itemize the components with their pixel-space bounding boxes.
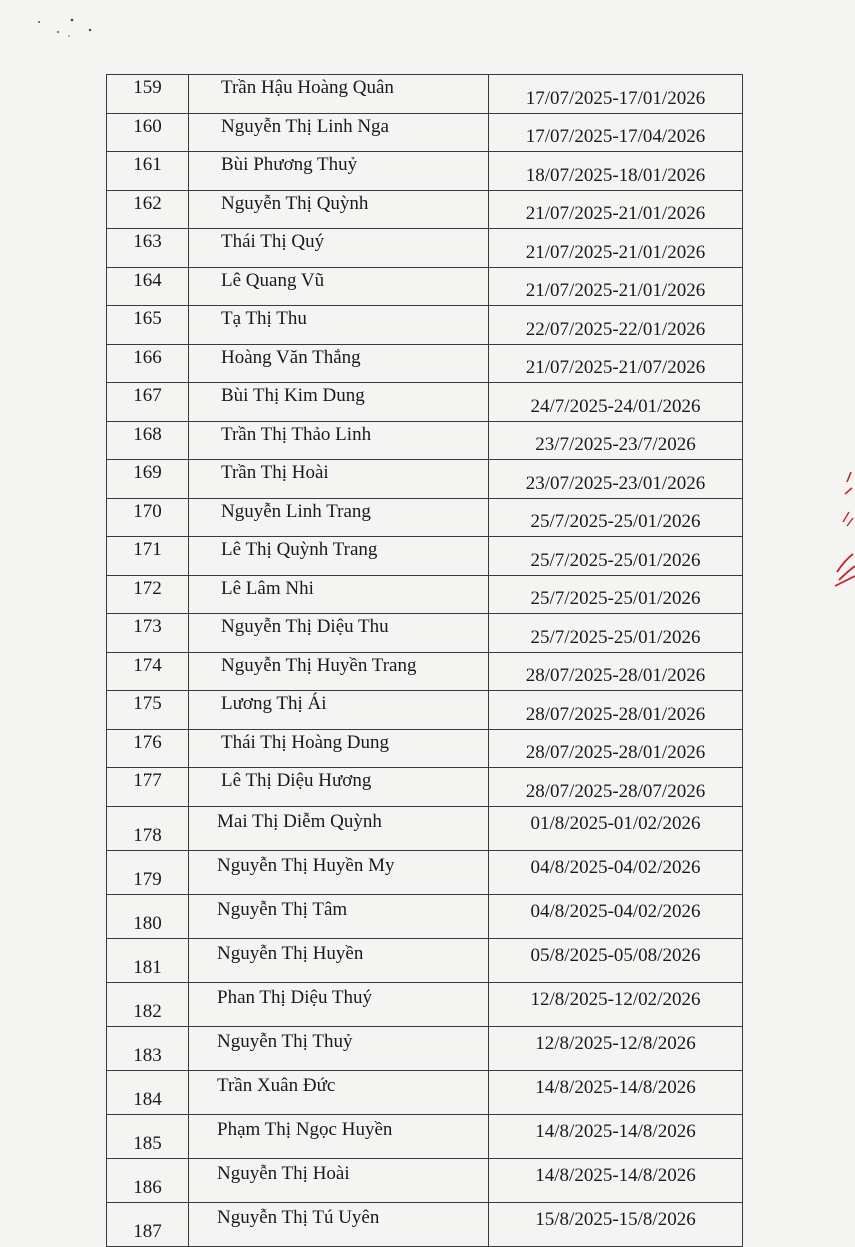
date-range-cell: 28/07/2025-28/01/2026 [489,729,743,768]
row-number-cell: 163 [107,229,189,268]
person-name-cell: Phạm Thị Ngọc Huyền [189,1114,489,1158]
table-row [107,894,743,938]
date-range-cell: 28/07/2025-28/01/2026 [489,652,743,691]
person-name-cell: Tạ Thị Thu [189,306,489,345]
table-row [107,1114,743,1158]
date-range-cell: 18/07/2025-18/01/2026 [489,152,743,191]
table-row [107,1202,743,1246]
row-number-cell: 161 [107,152,189,191]
person-name-cell: Bùi Phương Thuỷ [189,152,489,191]
date-range-cell: 21/07/2025-21/01/2026 [489,229,743,268]
person-name-cell: Trần Thị Hoài [189,460,489,499]
person-name-cell: Nguyễn Thị Huyền Trang [189,652,489,691]
date-range-cell: 25/7/2025-25/01/2026 [489,537,743,576]
row-number-cell: 187 [107,1202,189,1246]
row-number-cell: 173 [107,614,189,653]
table-row [107,460,743,499]
table-row [107,575,743,614]
table-row [107,806,743,850]
table-row [107,652,743,691]
row-number-cell: 169 [107,460,189,499]
person-name-cell: Nguyễn Linh Trang [189,498,489,537]
person-name-cell: Trần Thị Thảo Linh [189,421,489,460]
date-range-cell: 15/8/2025-15/8/2026 [489,1202,743,1246]
table-row [107,113,743,152]
date-range-cell: 28/07/2025-28/07/2026 [489,768,743,807]
table-row [107,498,743,537]
person-name-cell: Lương Thị Ái [189,691,489,730]
row-number-cell: 174 [107,652,189,691]
person-name-cell: Nguyễn Thị Tú Uyên [189,1202,489,1246]
date-range-cell: 23/07/2025-23/01/2026 [489,460,743,499]
date-range-cell: 14/8/2025-14/8/2026 [489,1158,743,1202]
table-row [107,614,743,653]
date-range-cell: 23/7/2025-23/7/2026 [489,421,743,460]
date-range-cell: 21/07/2025-21/07/2026 [489,344,743,383]
date-range-cell: 17/07/2025-17/04/2026 [489,113,743,152]
date-range-cell: 24/7/2025-24/01/2026 [489,383,743,422]
table-row [107,229,743,268]
date-range-cell: 25/7/2025-25/01/2026 [489,498,743,537]
row-number-cell: 165 [107,306,189,345]
person-name-cell: Bùi Thị Kim Dung [189,383,489,422]
table-row [107,383,743,422]
date-range-cell: 21/07/2025-21/01/2026 [489,267,743,306]
table-row [107,1026,743,1070]
person-name-cell: Mai Thị Diễm Quỳnh [189,806,489,850]
scan-speck-marks [36,14,106,44]
table-row [107,1070,743,1114]
date-range-cell: 04/8/2025-04/02/2026 [489,894,743,938]
row-number-cell: 172 [107,575,189,614]
row-number-cell: 185 [107,1114,189,1158]
person-name-cell: Nguyễn Thị Quỳnh [189,190,489,229]
table-row [107,344,743,383]
row-number-cell: 181 [107,938,189,982]
table-row [107,691,743,730]
row-number-cell: 167 [107,383,189,422]
date-range-cell: 17/07/2025-17/01/2026 [489,75,743,114]
row-number-cell: 171 [107,537,189,576]
person-name-cell: Nguyễn Thị Thuỷ [189,1026,489,1070]
row-number-cell: 162 [107,190,189,229]
person-name-cell: Phan Thị Diệu Thuý [189,982,489,1026]
table-row [107,75,743,114]
table-row [107,306,743,345]
row-number-cell: 164 [107,267,189,306]
red-stamp-edge [825,468,855,598]
person-name-cell: Nguyễn Thị Linh Nga [189,113,489,152]
roster-table-body [107,75,743,1247]
table-row [107,537,743,576]
date-range-cell: 14/8/2025-14/8/2026 [489,1070,743,1114]
person-name-cell: Lê Thị Diệu Hương [189,768,489,807]
person-name-cell: Thái Thị Hoàng Dung [189,729,489,768]
person-name-cell: Nguyễn Thị Huyền [189,938,489,982]
person-name-cell: Lê Lâm Nhi [189,575,489,614]
row-number-cell: 180 [107,894,189,938]
row-number-cell: 170 [107,498,189,537]
person-name-cell: Nguyễn Thị Hoài [189,1158,489,1202]
date-range-cell: 01/8/2025-01/02/2026 [489,806,743,850]
person-name-cell: Lê Quang Vũ [189,267,489,306]
date-range-cell: 05/8/2025-05/08/2026 [489,938,743,982]
table-row [107,768,743,807]
row-number-cell: 160 [107,113,189,152]
row-number-cell: 168 [107,421,189,460]
row-number-cell: 175 [107,691,189,730]
row-number-cell: 166 [107,344,189,383]
row-number-cell: 178 [107,806,189,850]
person-name-cell: Nguyễn Thị Diệu Thu [189,614,489,653]
row-number-cell: 184 [107,1070,189,1114]
date-range-cell: 25/7/2025-25/01/2026 [489,614,743,653]
table-row [107,982,743,1026]
table-row [107,152,743,191]
date-range-cell: 25/7/2025-25/01/2026 [489,575,743,614]
person-name-cell: Trần Hậu Hoàng Quân [189,75,489,114]
date-range-cell: 04/8/2025-04/02/2026 [489,850,743,894]
person-name-cell: Lê Thị Quỳnh Trang [189,537,489,576]
date-range-cell: 12/8/2025-12/8/2026 [489,1026,743,1070]
person-name-cell: Hoàng Văn Thắng [189,344,489,383]
date-range-cell: 28/07/2025-28/01/2026 [489,691,743,730]
row-number-cell: 182 [107,982,189,1026]
row-number-cell: 177 [107,768,189,807]
row-number-cell: 159 [107,75,189,114]
table-row [107,729,743,768]
table-row [107,938,743,982]
table-row [107,190,743,229]
row-number-cell: 183 [107,1026,189,1070]
date-range-cell: 12/8/2025-12/02/2026 [489,982,743,1026]
table-row [107,267,743,306]
date-range-cell: 14/8/2025-14/8/2026 [489,1114,743,1158]
roster-table-container [106,74,742,1247]
table-row [107,421,743,460]
person-name-cell: Nguyễn Thị Tâm [189,894,489,938]
row-number-cell: 179 [107,850,189,894]
row-number-cell: 176 [107,729,189,768]
date-range-cell: 22/07/2025-22/01/2026 [489,306,743,345]
table-row [107,1158,743,1202]
person-name-cell: Trần Xuân Đức [189,1070,489,1114]
person-name-cell: Thái Thị Quý [189,229,489,268]
row-number-cell: 186 [107,1158,189,1202]
table-row [107,850,743,894]
roster-table [106,74,743,1247]
person-name-cell: Nguyễn Thị Huyền My [189,850,489,894]
date-range-cell: 21/07/2025-21/01/2026 [489,190,743,229]
